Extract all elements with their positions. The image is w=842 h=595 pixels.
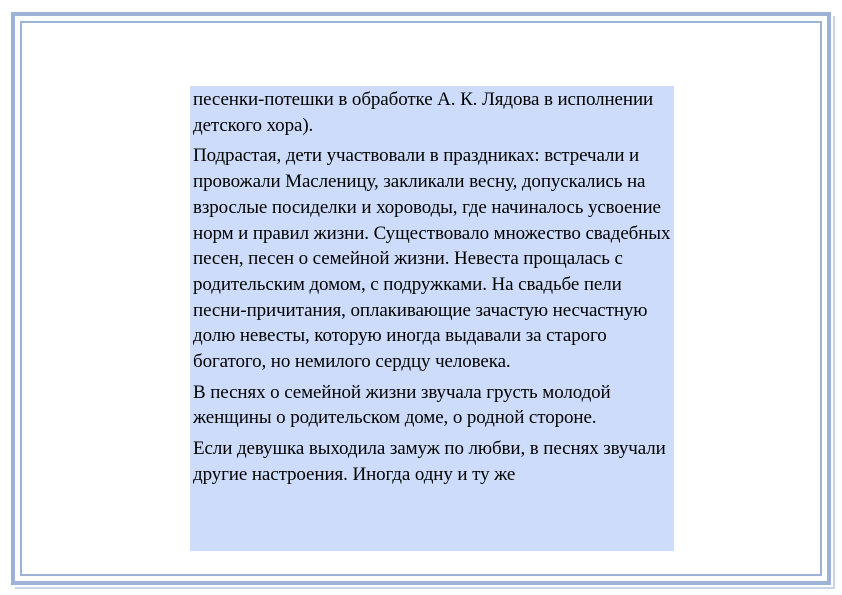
paragraph-2: Подрастая, дети участвовали в праздниках: встречали и провожали Масленицу, закликали весну, допускались на взрослые посиделки и хороводы, где начиналось усвоение норм и правил жизни. Существовало множество свадебных песен, песен о семейной жизни. Невеста прощалась с родительским домом, с подружками. На свадьбе пели песни-причитания, оплакивающие зачастую несчастную долю невесты, которую иногда выдавали за старого богатого, но немилого сердцу человека. xyxy=(193,145,671,373)
text-box xyxy=(190,86,674,551)
paragraph-4: Если девушка выходила замуж по любви, в песнях звучали другие настроения. Иногда одну и ту же xyxy=(193,438,666,485)
paragraph-1: песенки-потешки в обработке А. К. Лядова в исполнении детского хора). xyxy=(193,89,654,136)
paragraph-3: В песнях о семейной жизни звучала грусть молодой женщины о родительском доме, о родной стороне. xyxy=(193,381,611,429)
